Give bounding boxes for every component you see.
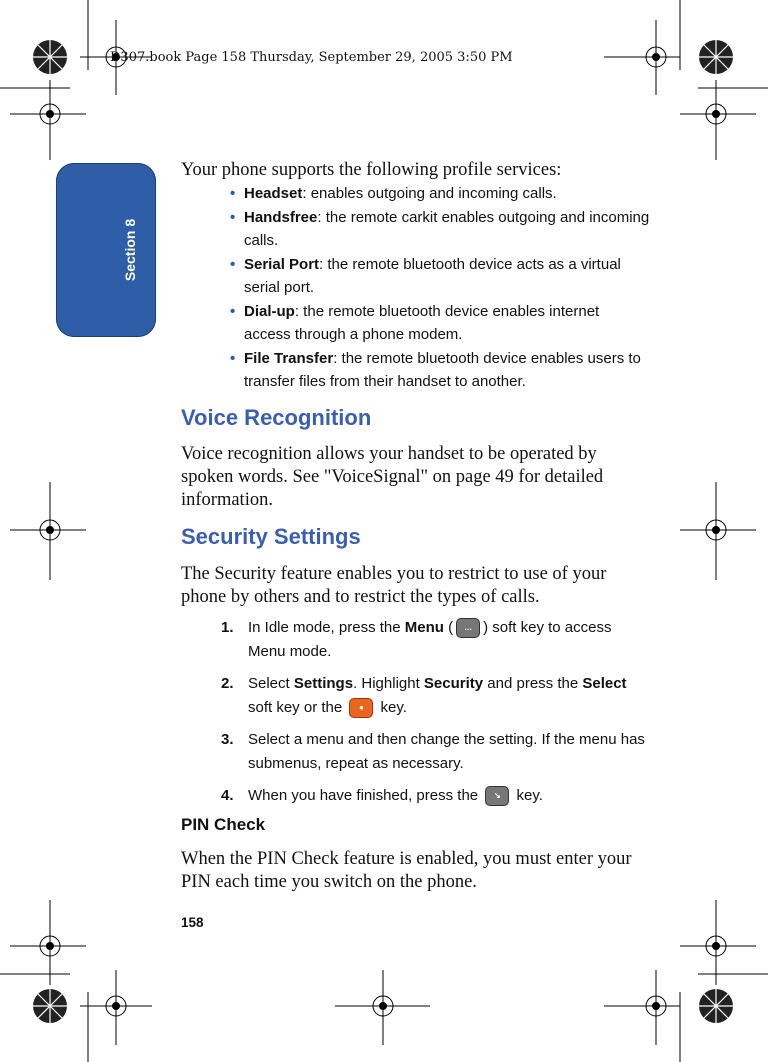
- step-text: key.: [512, 787, 543, 804]
- bullet-icon: •: [230, 349, 236, 367]
- step-text: Select a menu and then change the setting. If the menu has submenus, repeat as necessary.: [248, 731, 645, 772]
- list-item: [221, 672, 651, 719]
- list-item: [230, 347, 650, 394]
- end-key-icon: ↘: [485, 786, 509, 806]
- bullet-icon: •: [230, 208, 236, 226]
- step-text: Select: [248, 675, 294, 692]
- profile-term: File Transfer: [244, 349, 334, 367]
- section-tab-label: Section 8: [122, 218, 138, 282]
- profile-term: Headset: [244, 185, 303, 202]
- intro-text: Your phone supports the following profile services:: [181, 160, 562, 180]
- bullet-icon: •: [230, 302, 236, 320]
- print-slug: D307.book Page 158 Thursday, September 29, 2005 3:50 PM: [110, 50, 513, 65]
- menu-key-icon: …: [456, 618, 480, 638]
- step-text: and press the: [483, 675, 583, 692]
- step-text: (: [443, 619, 454, 636]
- step-bold: Settings: [293, 675, 354, 692]
- profile-term: Dial-up: [244, 302, 295, 320]
- profile-desc: : the remote bluetooth device acts as a virtual serial port.: [244, 255, 621, 296]
- step-bold: Security: [423, 675, 484, 692]
- pin-check-heading: PIN Check: [181, 815, 266, 834]
- page-number: 158: [181, 915, 204, 930]
- step-text: In Idle mode, press the: [248, 619, 405, 636]
- select-key-icon: ●: [349, 698, 373, 718]
- step-text: key.: [376, 698, 407, 716]
- list-item: [230, 253, 650, 300]
- list-item: [230, 206, 650, 253]
- step-number: 1.: [221, 619, 234, 636]
- pin-check-text: When the PIN Check feature is enabled, you must enter your PIN each time you switch on the phone.: [181, 849, 632, 892]
- step-text: soft key or the: [248, 698, 347, 716]
- list-item: [221, 784, 651, 808]
- security-settings-heading: Security Settings: [181, 524, 361, 549]
- step-text: ) soft key to access Menu mode.: [248, 619, 612, 660]
- security-steps: [221, 616, 651, 817]
- section-tab: [56, 163, 156, 337]
- step-bold: Menu: [404, 619, 444, 636]
- bullet-icon: •: [230, 185, 236, 202]
- step-number: 4.: [221, 787, 234, 804]
- profile-desc: : the remote carkit enables outgoing and incoming calls.: [244, 208, 650, 249]
- list-item: [230, 300, 650, 347]
- list-item: [221, 728, 651, 775]
- voice-recognition-heading: Voice Recognition: [181, 405, 372, 430]
- step-text: When you have finished, press the: [248, 787, 483, 804]
- profile-desc: : the remote bluetooth device enables users to transfer files from their handset to another.: [244, 349, 641, 390]
- list-item: [230, 182, 650, 206]
- profile-list: [230, 182, 650, 394]
- profile-desc: : enables outgoing and incoming calls.: [302, 185, 557, 202]
- step-number: 2.: [221, 675, 234, 692]
- profile-desc: : the remote bluetooth device enables internet access through a phone modem.: [244, 302, 600, 343]
- profile-term: Handsfree: [244, 208, 318, 226]
- profile-term: Serial Port: [244, 255, 320, 273]
- list-item: [221, 616, 651, 663]
- security-settings-text: The Security feature enables you to restrict to use of your phone by others and to restrict the types of calls.: [181, 564, 607, 607]
- step-number: 3.: [221, 731, 234, 748]
- step-text: . Highlight: [353, 675, 424, 692]
- bullet-icon: •: [230, 255, 236, 273]
- step-bold: Select: [582, 675, 627, 692]
- voice-recognition-text: Voice recognition allows your handset to be operated by spoken words. See "VoiceSignal" on page 49 for detailed information.: [181, 444, 604, 510]
